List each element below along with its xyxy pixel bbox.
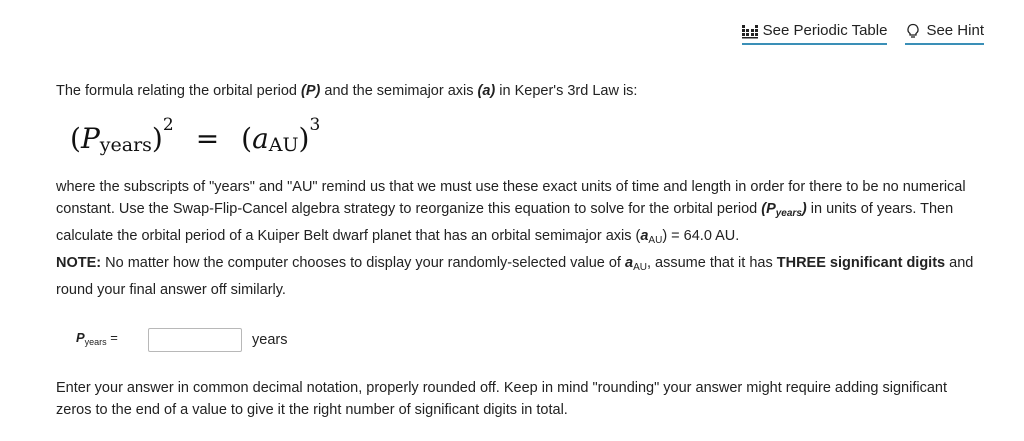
- periodic-table-icon: [742, 23, 758, 39]
- rhs-exponent: 3: [309, 115, 321, 135]
- rounding-instructions: Enter your answer in common decimal notation, properly rounded off. Keep in mind "rounding" your answer might require adding significant zeros to the end of a value to give it the right number of significant digits in total.: [56, 380, 947, 418]
- answer-label: $P_{years}$ =: [76, 330, 118, 347]
- three-sig-digits: THREE significant digits: [776, 255, 946, 271]
- equals-sign: =: [195, 122, 220, 155]
- answer-unit: years: [252, 332, 288, 348]
- lhs-subscript: years: [99, 134, 152, 156]
- lightbulb-icon: [905, 23, 921, 39]
- rhs-subscript: AU: [268, 134, 299, 156]
- period-symbol: (P): [301, 83, 321, 99]
- question-content: [56, 80, 976, 421]
- axis-symbol: (a): [477, 83, 496, 99]
- rhs-variable: a: [252, 122, 269, 155]
- kepler-equation: ( P years ) 2 = ( a AU ) 3: [70, 115, 321, 156]
- formula-intro: The formula relating the orbital period (P) and the semimajor axis (a) in Keper's 3rd Law is:: [56, 83, 638, 99]
- answer-row: [76, 327, 976, 353]
- lhs-variable: P: [80, 122, 100, 155]
- toolbar: [742, 22, 984, 45]
- periodic-table-label: See Periodic Table: [762, 22, 888, 39]
- periodic-table-link[interactable]: [742, 22, 888, 45]
- note-label: NOTE:: [56, 255, 102, 271]
- answer-input[interactable]: [148, 328, 242, 352]
- lhs-exponent: 2: [162, 115, 174, 135]
- hint-link[interactable]: [905, 22, 984, 45]
- instructions-paragraph: where the subscripts of "years" and "AU" remind us that we must use these exact units of time and length in order for there to be no numerical constant. Use the Swap-Flip-Cancel algebra strategy to reorganize this equation to solve for the orbital period $(P_{years})$ in units of years. Then calculate the orbital period of a Kuiper Belt dwarf planet that has an orbital semimajor axis $(a_{AU}) = 64.0$ AU. NOTE: No matter how the computer chooses to display your randomly-selected value of $a_{AU}$, assume that it has THREE significant digits and round your final answer off similarly.: [56, 179, 974, 298]
- hint-label: See Hint: [926, 22, 984, 39]
